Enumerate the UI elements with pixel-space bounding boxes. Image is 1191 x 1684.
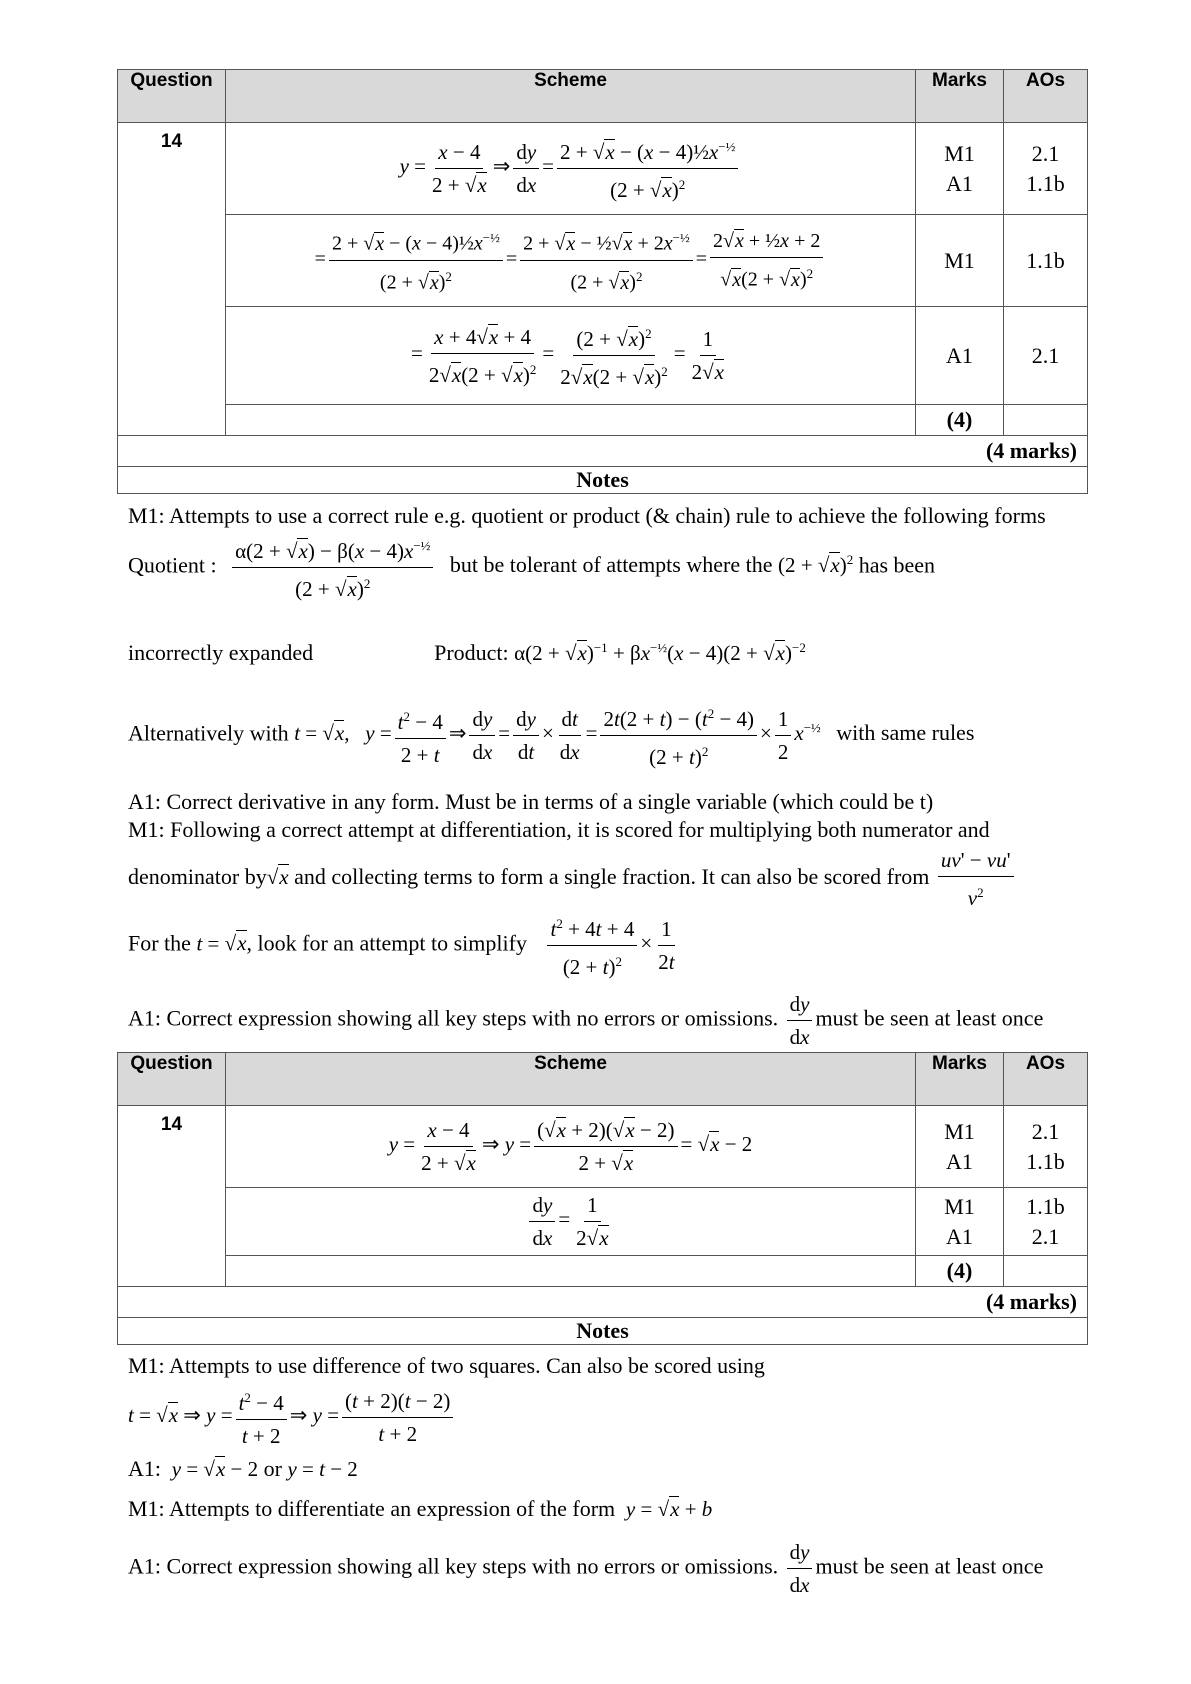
aos-row-1: 2.1 1.1b [1004,1106,1088,1188]
aos-row-3: 2.1 [1004,307,1088,405]
header-scheme: Scheme [226,70,916,123]
notes1-quotient-line: Quotient : $\frac{\alpha(2 + √x) - \beta(x - 4)x^{-\frac{1}{2}}}{(2 + √x)^2}$ but be tolerant of attempts where the $(2 + √x)^2$ has been [128,532,935,603]
scheme-row-1: y = $\frac{x - 4}{2 + √x}$ ⇒ $\frac{dy}{dx}$ = $\frac{2 + √x - (x - 4)\frac{1}{2}x^{-\frac{1}{2}}}{(2 + √x)^2}$ [226,123,916,215]
scheme-subtotal-blank [226,405,916,436]
header-question: Question [118,70,226,123]
notes1-for-t-line: For the t = √x, look for an attempt to simplify $\frac{t^2 + 4t + 4}{(2 + t)^2}$ × $\frac{1}{2t}$ [128,910,681,981]
notes1-a1b-line: A1: Correct expression showing all key steps with no errors or omissions. $\frac{dy}{dx}$ must be seen at least once [128,992,1044,1049]
scheme-row-2: $\frac{dy}{dx}$ = $\frac{1}{2√x}$ [226,1188,916,1256]
scheme-subtotal-blank [226,1256,916,1287]
marks-subtotal: (4) [916,1256,1004,1287]
marks-subtotal: (4) [916,405,1004,436]
aos-row-2: 1.1b 2.1 [1004,1188,1088,1256]
notes2-m1: M1: Attempts to use difference of two squares. Can also be scored using [128,1353,765,1378]
total-marks: (4 marks) [118,1287,1088,1318]
marks-row-2: M1 [916,215,1004,307]
notes1-m1b-line2: denominator by√x and collecting terms to form a single fraction. It can also be scored from $\frac{uv' - vu'}{v^2}$ [128,846,1017,912]
scheme-row-2: = $\frac{2 + √x - (x - 4)\frac{1}{2}x^{-\frac{1}{2}}}{(2 + √x)^2}$ = $\frac{2 + √x - \frac{1}{2}√x + 2x^{-\frac{1}{2}}}{(2 + √x)^2}$ = $\frac{\text{2√x + ½x + 2}}{√x(2 + √x)^2}$ [226,215,916,307]
header-aos: AOs [1004,1053,1088,1106]
notes-title: Notes [118,1318,1088,1345]
total-marks: (4 marks) [118,436,1088,467]
header-marks: Marks [916,1053,1004,1106]
header-question: Question [118,1053,226,1106]
aos-row-1: 2.1 1.1b [1004,123,1088,215]
notes1-alternative-line: Alternatively with t = √x, y = $\frac{t^2 - 4}{2 + t}$ ⇒ $\frac{dy}{dx}$ = $\frac{dy}{dt}$ × $\frac{dt}{dx}$ = $\frac{2t(2 + t) - (t^2 - 4)}{(2 + t)^2}$ × $\frac{1}{2}$ $x^{-\frac{1}{2}}$ with same rules [128,700,974,771]
mark-scheme-table-2 [117,1052,1087,1345]
aos-row-2: 1.1b [1004,215,1088,307]
notes-title: Notes [118,467,1088,494]
question-number: 14 [118,123,226,436]
question-number: 14 [118,1106,226,1287]
notes1-m1b-line1: M1: Following a correct attempt at differentiation, it is scored for multiplying both numerator and [128,817,990,842]
notes2-a1: A1: y = √x − 2 or y = t − 2 [128,1456,358,1481]
notes1-m1: M1: Attempts to use a correct rule e.g. quotient or product (& chain) rule to achieve the following forms [128,503,1046,528]
scheme-row-3: = $\frac{x + 4√x + 4}{2√x(2 + √x)^2}$ = $\frac{(2 + √x)^2}{2√x(2 + √x)^2}$ = $\frac{1}{2√x}$ [226,307,916,405]
marks-row-1: M1 A1 [916,123,1004,215]
marks-row-3: A1 [916,307,1004,405]
header-aos: AOs [1004,70,1088,123]
aos-subtotal-blank [1004,1256,1088,1287]
header-marks: Marks [916,70,1004,123]
notes2-t-substitution: t = √x ⇒ y = $\frac{t^2 - 4}{t + 2}$ ⇒ y = $\frac{(t + 2)(t - 2)}{t + 2}$ [128,1384,456,1450]
scheme-row-1: y = $\frac{x - 4}{2 + √x}$ ⇒ y = $\frac{(√x + 2)(√x - 2)}{2 + √x}$ = √x − 2 [226,1106,916,1188]
notes2-a1b: A1: Correct expression showing all key steps with no errors or omissions. $\frac{dy}{dx}$ must be seen at least once [128,1540,1044,1597]
header-scheme: Scheme [226,1053,916,1106]
notes1-a1: A1: Correct derivative in any form. Must be in terms of a single variable (which could be t) [128,789,934,814]
notes1-product-line: incorrectly expanded Product: $\alpha(2 + √x)^{-1} + \beta x^{-\frac{1}{2}}(x - 4)(2 + √x)^{-2}$ [128,640,806,665]
marks-row-2: M1 A1 [916,1188,1004,1256]
aos-subtotal-blank [1004,405,1088,436]
mark-scheme-table-1 [117,69,1087,494]
marks-row-1: M1 A1 [916,1106,1004,1188]
notes2-m1b: M1: Attempts to differentiate an expression of the form y = √x + b [128,1496,713,1521]
